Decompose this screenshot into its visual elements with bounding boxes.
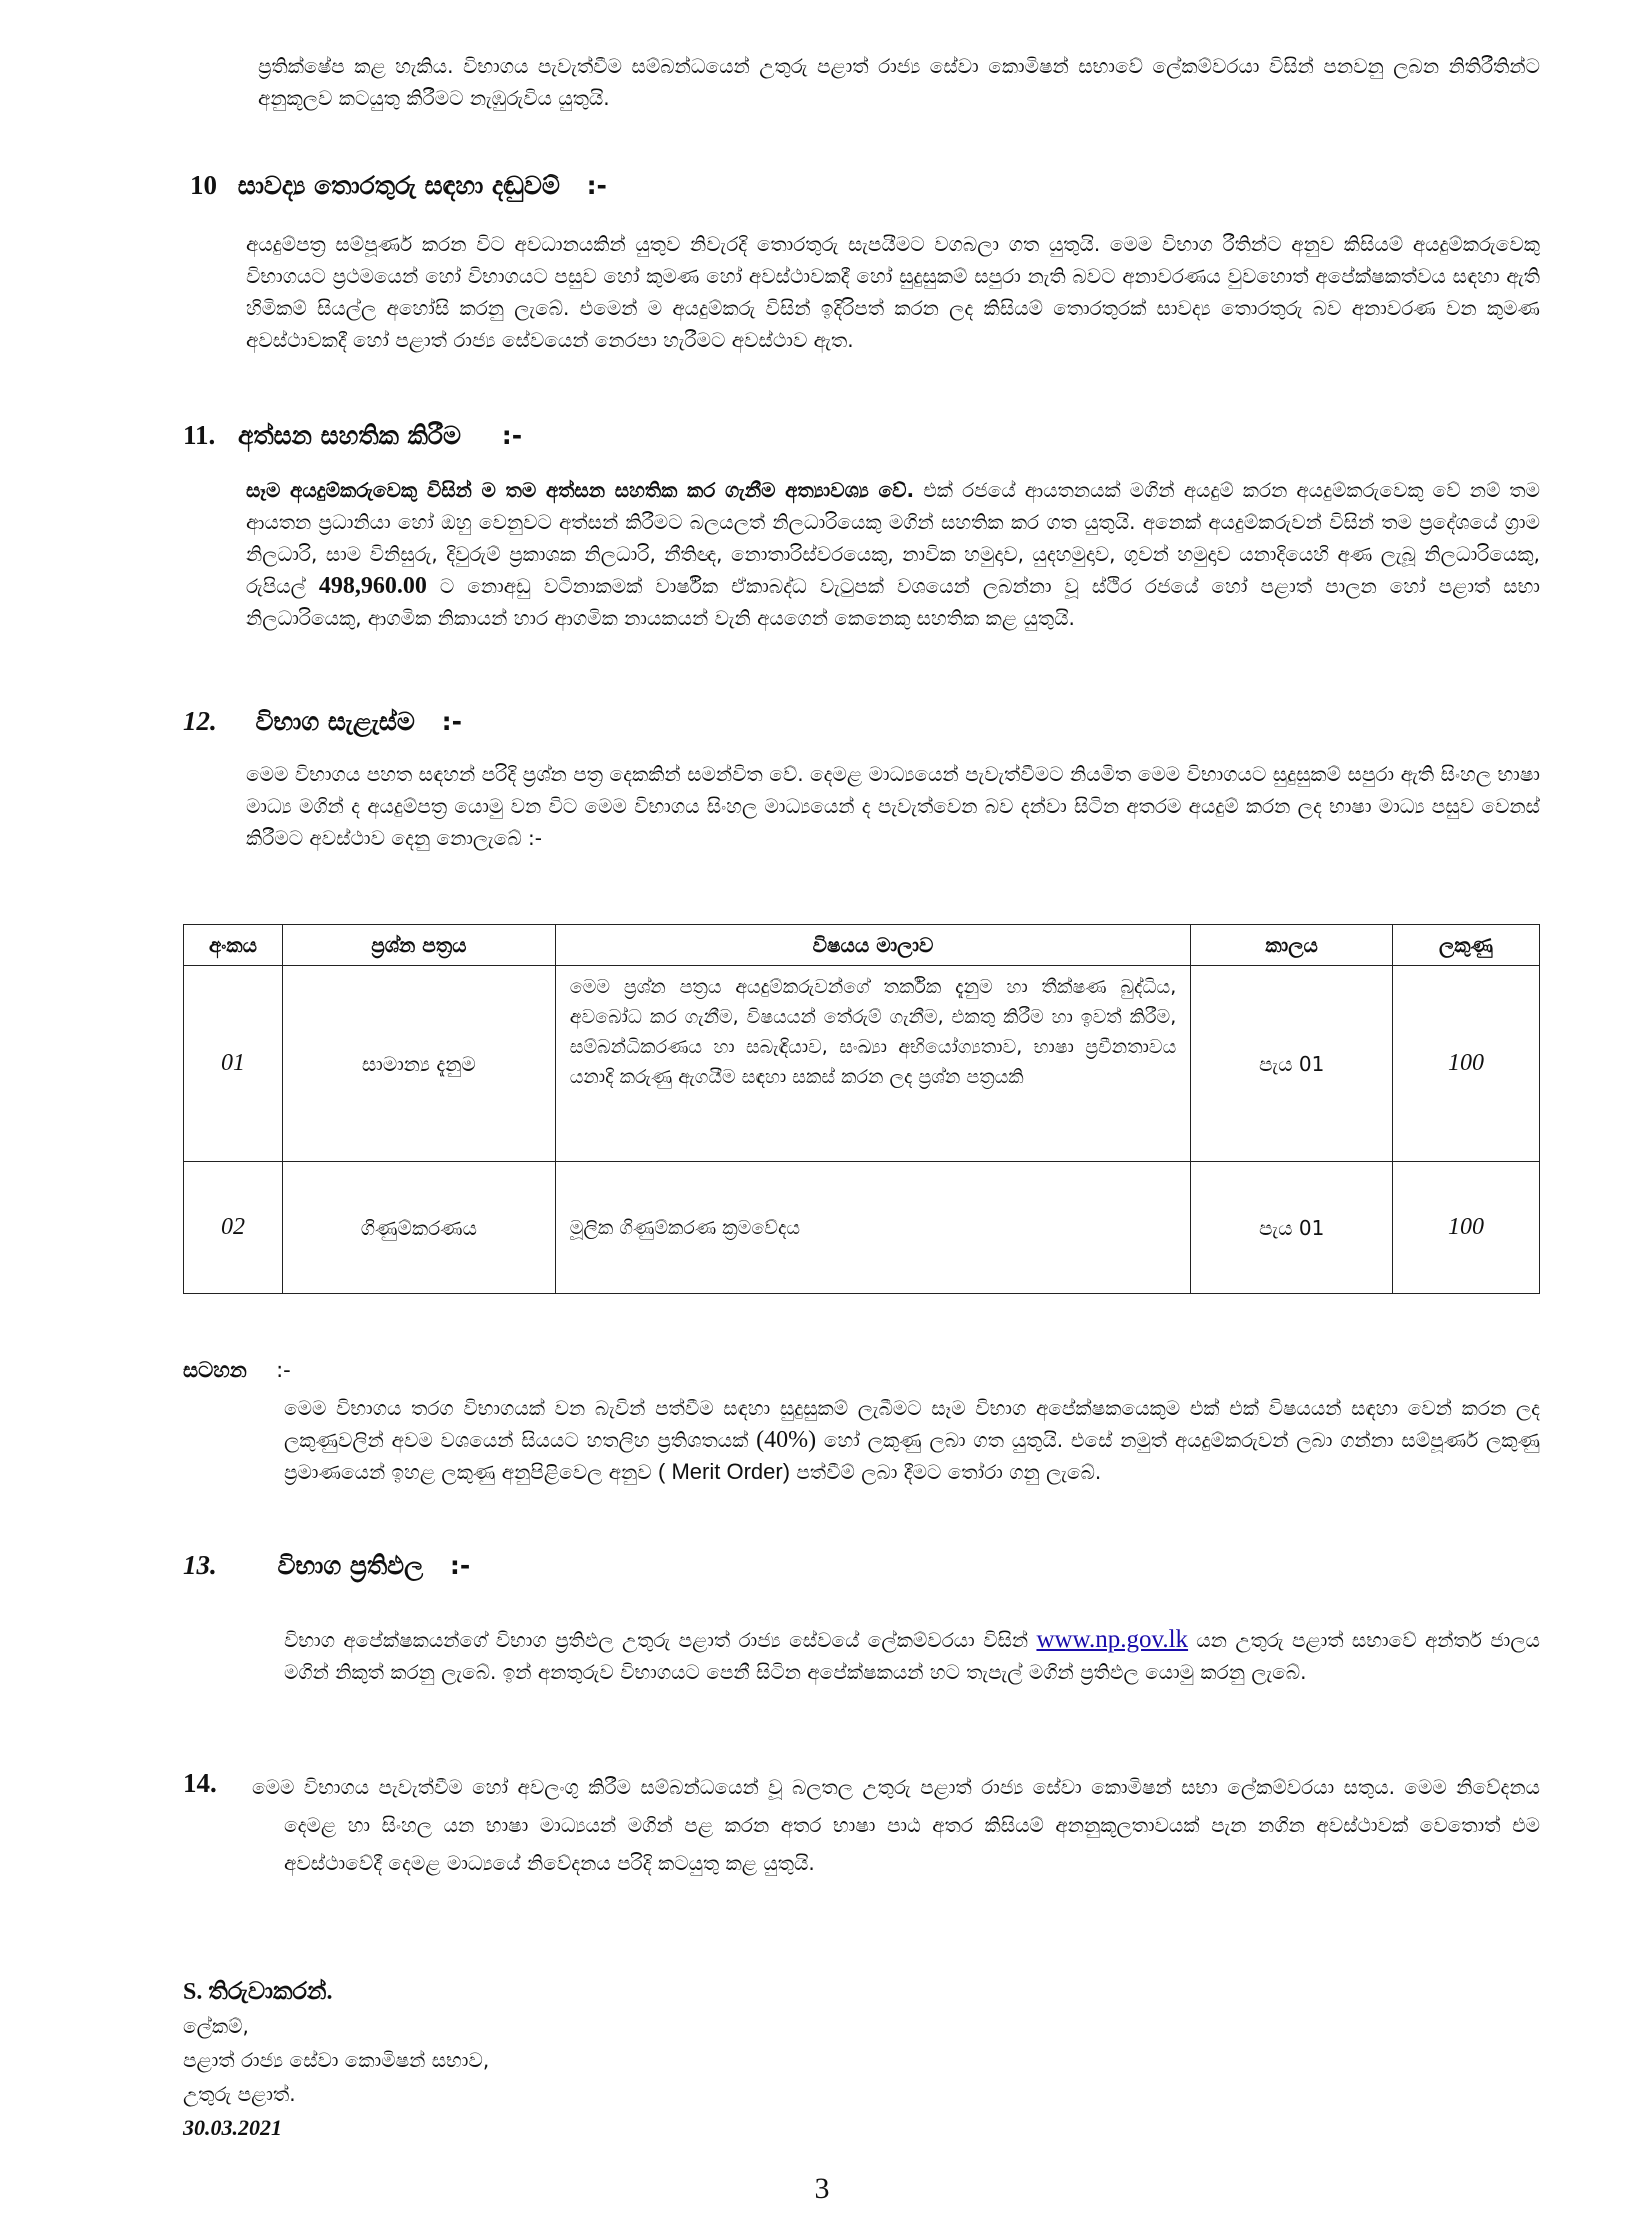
table-row — [184, 1162, 1540, 1294]
website-link[interactable]: www.np.gov.lk — [1036, 1626, 1189, 1653]
salary-amount: 498,960.00 — [318, 573, 427, 599]
section-10-number: 10 — [190, 170, 217, 200]
section-12-paragraph: මෙම විභාගය පහත සඳහන් පරිදි ප්‍රශ්න පත්‍ර දෙකකින් සමන්විත වේ. දෙමළ මාධ්‍යයෙන් පැවැත්වීමට නියමිත මෙම විභාගයට සුදුසුකම් සපුරා ඇති සිංහල භාෂා මාධ්‍ය මගින් ද අයදුම්පත්‍ර යොමු වන විට මෙම විභාගය සිංහල මාධ්‍යයෙන් ද පැවැත්වෙන බව දන්වා සිටින අතරම අයදුම් කරන ලද භාෂා මාධ්‍ය පසුව වෙනස් කිරීමට අවස්ථාව දෙනු නොලැබේ :- — [246, 762, 1540, 850]
row-1-number: 01 — [184, 966, 283, 1162]
signatory-organization: පළාත් රාජ්‍ය සේවා කොමිෂන් සභාව, — [183, 2048, 490, 2072]
note-separator: :- — [276, 1358, 291, 1382]
note-heading — [183, 1358, 291, 1383]
table-header-row — [184, 925, 1540, 966]
signatory-name: S. තිරුවාකරන්. — [183, 1979, 333, 2005]
section-12-heading — [183, 706, 462, 737]
section-12-separator: :- — [441, 707, 462, 736]
note-text-1: මෙම විභාගය තරග විභාගයක් වන බැවින් පත්වීම සඳහා සුදුසුකම් ලැබීමට සෑම විභාග අපේක්ෂකයෙකුම එක් එක් විෂයයන් සඳහා වෙන් කරන ලද ලකුණුවලින් අවම වශයෙන් සියයට හතලිහ ප්‍රතිශතයක් — [284, 1396, 1540, 1452]
note-paragraph — [284, 1392, 1540, 1488]
section-12-title: විභාග සැළැස්ම — [255, 707, 415, 736]
section-11-number: 11. — [183, 420, 216, 450]
table-row — [184, 966, 1540, 1162]
page-number: 3 — [814, 2172, 830, 2205]
section-14-heading — [183, 1768, 217, 1799]
signatory-title: ලේකම්, — [183, 2014, 249, 2038]
section-11-text-2: ට නොඅඩු වටිනාකමක් වාර්ෂික ඒකාබද්ධ වැටුපක් වශයෙන් ලබන්නා වූ ස්ථිර රජයේ හෝ පළාත් පාලන හෝ පළාත් සභා නිලධාරියෙකු, ආගමික නිකායන් හාර ආගමික නායකයන් වැනි අයගෙන් කෙනෙකු සහතික කළ යුතුයි. — [246, 574, 1540, 630]
section-11-title: අත්සන සහතික කිරීම — [237, 421, 461, 450]
section-11-lead: සෑම අයදුම්කරුවෙකු විසින් ම තම අත්සන සහතික කර ගැනීම අත්‍යාවශ්‍ය වේ. — [246, 478, 915, 502]
header-marks: ලකුණු — [1393, 925, 1540, 966]
section-13-text-2: යන උතුරු පළාත් සභාවේ අන්තර් ජාලය මගින් නිකුත් කරනු ලැබේ. ඉන් අනතුරුව විභාගයට පෙනී සිටින අපේක්ෂකයන් හට තැපැල් මගින් ප්‍රතිඵල යොමු කරනු ලැබේ. — [284, 1628, 1540, 1684]
note-text-3: පත්වීම් ලබා දීමට තෝරා ගනු ලැබේ. — [790, 1460, 1102, 1484]
section-11-paragraph — [246, 474, 1540, 634]
row-2-number: 02 — [184, 1162, 283, 1294]
section-13-number: 13. — [183, 1550, 217, 1580]
section-10-separator: :- — [586, 171, 607, 200]
intro-paragraph: ප්‍රතික්ෂේප කළ හැකිය. විභාගය පැවැත්වීම සම්බන්ධයෙන් උතුරු පළාත් රාජ්‍ය සේවා කොමිෂන් සභාවේ ලේකම්වරයා විසින් පනවනු ලබන නිතිරීතින්ට අනුකූලව කටයුතු කිරීමට නැඹුරුවිය යුතුයි. — [258, 54, 1540, 110]
row-1-syllabus: මෙම ප්‍රශ්න පත්‍රය අයදුම්කරුවන්ගේ තර්කික දැනුම හා තීක්ෂණ බුද්ධිය, අවබෝධ කර ගැනීම, විෂයයන් තේරුම් ගැනීම, එකතු කිරීම හා ඉවත් කිරීම, සම්බන්ධිකරණය හා සබැඳියාව, සංඛ්‍යා අභියෝග්‍යතාව, භාෂා ප්‍රවීනතාවය යනාදි කරුණු ඇගයීම සඳහා සකස් කරන ලද ප්‍රශ්න පත්‍රයකි — [555, 966, 1190, 1162]
header-paper: ප්‍රශ්න පත්‍රය — [282, 925, 555, 966]
section-14-number: 14. — [183, 1768, 217, 1798]
signature-block — [183, 1975, 489, 2145]
signature-date: 30.03.2021 — [183, 2115, 282, 2140]
exam-scheme-table — [183, 924, 1540, 1294]
header-duration: කාලය — [1191, 925, 1393, 966]
note-text-2: හෝ ලකුණු ලබා ගත යුතුයි. එසේ නමුත් අයදුම්කරුවන් ලබා ගන්නා සම්පූර්ණ ලකුණු ප්‍රමාණයෙන් ඉහළ ලකුණු අනුපිළිවෙල අනුව — [284, 1428, 1540, 1484]
row-2-duration: පැය 01 — [1191, 1162, 1393, 1294]
section-12-number: 12. — [183, 706, 217, 736]
note-label: සටහන — [183, 1358, 247, 1382]
pass-percentage: (40%) — [756, 1427, 817, 1453]
header-syllabus: විෂයය මාලාව — [555, 925, 1190, 966]
section-10-title: සාවද්‍ය තොරතුරු සඳහා දඬුවම් — [237, 171, 560, 200]
section-14-paragraph: මෙම විභාගය පැවැත්වීම හෝ අවලංගු කිරීම සම්බන්ධයෙන් වූ බලතල උතුරු පළාත් රාජ්‍ය සේවා කොමිෂන් සභා ලේකම්වරයා සතුය. මෙම නිවේදනය දෙමළ හා සිංහල යන භාෂා මාධ්‍යයන් මගින් පළ කරන අතර භාෂා පාඨ අතර කිසියම් අනනුකූලතාවයක් පැන නගින අවස්ථාවක් වෙතොත් එම අවස්ථාවේදී දෙමළ මාධ්‍යයේ නිවේදනය පරිදි කටයුතු කළ යුතුයි. — [252, 1775, 1540, 1875]
section-10-paragraph: අයදුම්පත්‍ර සම්පූර්ණ කරන විට අවධානයකින් යුතුව නිවැරදි තොරතුරු සැපයීමට වගබලා ගත යුතුයි. මෙම විභාග රීතින්ට අනුව කිසියම් අයදුම්කරුවෙකු විභාගයට ප්‍රථමයෙන් හෝ විභාගයට පසුව හෝ කුමණ හෝ අවස්ථාවකදී හෝ සුදුසුකම් සපුරා නැති බවට අනාවරණය වුවහොත් අපේක්ෂකත්වය සඳහා ඇති හිමිකම් සියල්ල අහෝසි කරනු ලැබේ. එමෙන් ම අයදුම්කරු විසින් ඉදිරිපත් කරන ලද කිසියම් තොරතුරක් සාවද්‍ය තොරතුරු බව අනාවරණ වන කුමණ අවස්ථාවකදී හෝ පළාත් රාජ්‍ය සේවයෙන් නෙරපා හැරීමට අවස්ථාව ඇත. — [246, 232, 1540, 352]
row-1-duration: පැය 01 — [1191, 966, 1393, 1162]
section-10-heading — [190, 170, 607, 201]
header-number: අංකය — [184, 925, 283, 966]
signatory-province: උතුරු පළාත්. — [183, 2082, 296, 2106]
section-13-paragraph — [284, 1624, 1540, 1688]
section-11-text-1: එක් රජයේ ආයතනයක් මගින් අයදුම් කරන අයදුම්කරුවෙකු වේ නම් තම ආයතන ප්‍රධානියා හෝ ඔහු වෙනුවට අත්සන් කිරීමට බලයලත් නිලධාරියෙකු මගින් සහතික කර ගත යුතුයි. අනෙක් අයදුම්කරුවන් විසින් තම ප්‍රදේශයේ ග්‍රාම නිලධාරි, සාම විනිසුරු, දිවුරුම් ප්‍රකාශක නිලධාරි, නීතිඥ, නොතාරිස්වරයෙකු, නාවික හමුදාව, යුදහමුදාව, ගුවන් හමුදාව යනාදියෙහි අණ ලැබූ නිලධාරියෙකු, රුපියල් — [246, 478, 1541, 598]
row-1-marks: 100 — [1393, 966, 1540, 1162]
row-2-paper: ගිණුම්කරණය — [282, 1162, 555, 1294]
row-2-syllabus: මූලික ගිණුම්කරණ ක්‍රමවේදය — [555, 1162, 1190, 1294]
section-13-separator: :- — [449, 1551, 471, 1580]
section-13-text-1: විභාග අපේක්ෂකයන්ගේ විභාග ප්‍රතිඵල උතුරු පළාත් රාජ්‍ය සේවයේ ලේකම්වරයා විසින් — [284, 1628, 1037, 1652]
section-13-heading — [183, 1550, 470, 1581]
section-13-title: විභාග ප්‍රතිඵල — [277, 1551, 424, 1580]
section-11-separator: :- — [501, 421, 523, 450]
row-2-marks: 100 — [1393, 1162, 1540, 1294]
section-11-heading — [183, 420, 522, 451]
merit-order: ( Merit Order) — [658, 1459, 791, 1484]
row-1-paper: සාමාන්‍ය දැනුම — [282, 966, 555, 1162]
